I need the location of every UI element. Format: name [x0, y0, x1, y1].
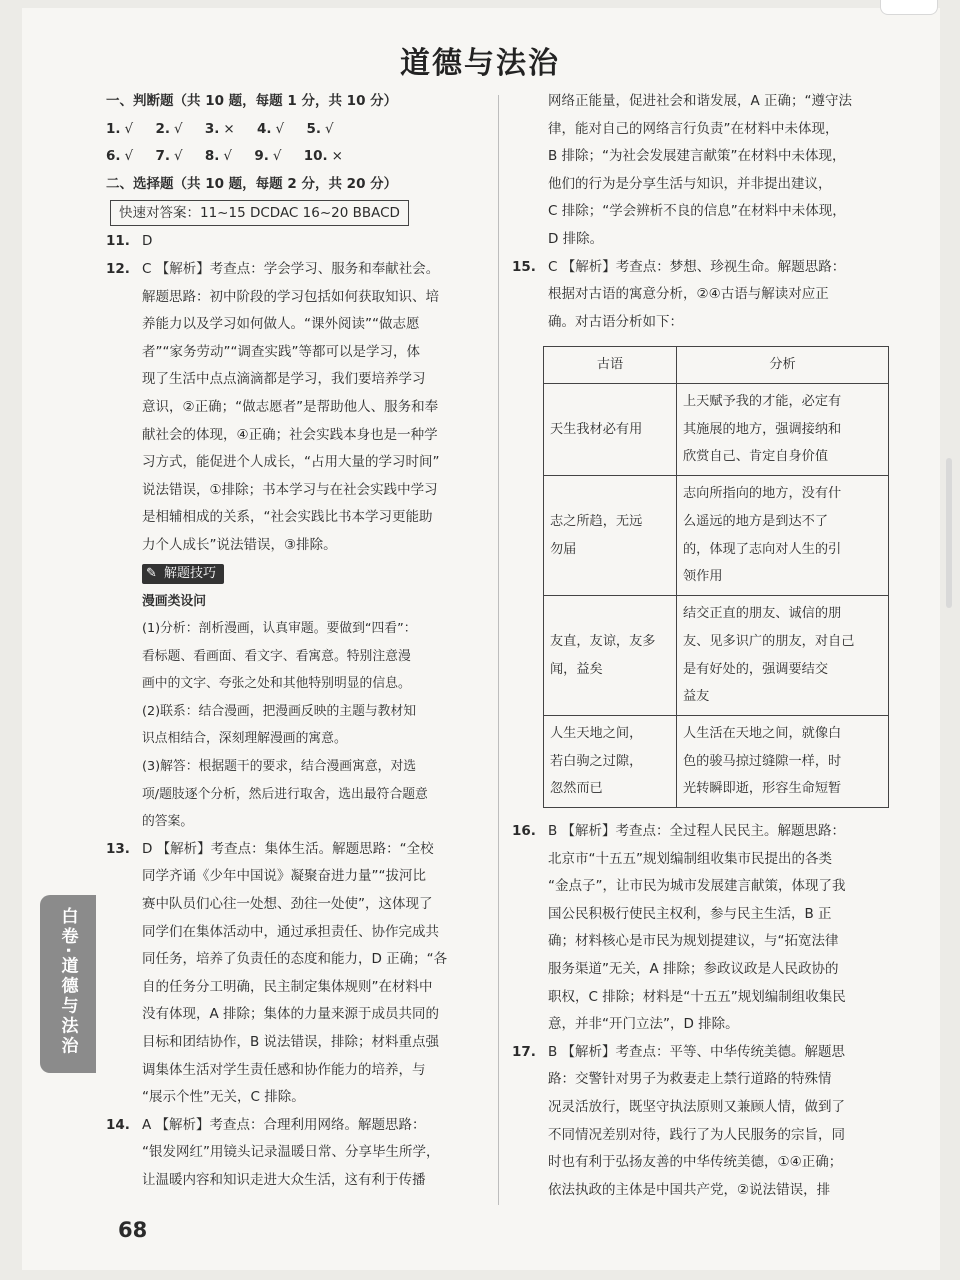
ancient-quote-analysis-table [543, 346, 889, 808]
right-column [512, 88, 892, 336]
tip-badge: ✎ 解题技巧 [142, 564, 224, 584]
analysis-cell: 结交正直的朋友、诚信的朋 友、见多识广的朋友，对自己 是有好处的，强调要结交 益友 [677, 596, 889, 716]
scrollbar[interactable] [946, 458, 952, 608]
quote-cell: 志之所趋，无远 勿届 [544, 476, 677, 596]
left-column [106, 88, 486, 1195]
table-header: 古语 [544, 347, 677, 384]
column-divider [498, 95, 499, 1205]
question-17: 17. B 【解析】考查点：平等、中华传统美德。解题思 路：交警针对男子为救妻走上禁行道路的特殊情 况灵活放行，既坚守执法原则又兼顾人情，做到了 不同情况差别对待，践行了为人民服务的宗旨，同 时也有利于弘扬友善的中华传统美德，①④正确； 依法执政的主体是中国共产党，②说法错误，排 [512, 1043, 846, 1198]
quick-answer-box: 快速对答案：11~15 DCDAC 16~20 BBACD [110, 200, 409, 226]
tip-subtitle: 漫画类设问 [142, 593, 206, 609]
judgment-answers-row2: 6. √ 7. √ 8. √ 9. √ 10. × [106, 148, 343, 165]
question-15: 15. C 【解析】考查点：梦想、珍视生命。解题思路： 根据对古语的寓意分析，②④古语与解读对应正 确。对古语分析如下： [512, 258, 846, 330]
page-title: 道德与法治 [400, 46, 560, 81]
analysis-cell: 人生活在天地之间，就像白 色的骏马掠过缝隙一样，时 光转瞬即逝，形容生命短暂 [677, 716, 889, 808]
judgment-answers-row1: 1. √ 2. √ 3. × 4. √ 5. √ [106, 120, 334, 137]
pencil-icon: ✎ [146, 565, 157, 581]
top-corner-tab[interactable] [880, 0, 938, 15]
section-header-judgment: 一、判断题（共 10 题，每题 1 分，共 10 分） [106, 93, 398, 109]
table-header: 分析 [677, 347, 889, 384]
table-row [544, 384, 889, 476]
right-column-lower [512, 818, 892, 1204]
analysis-cell: 志向所指向的地方，没有什 么遥远的地方是到达不了 的，体现了志向对人生的引 领作用 [677, 476, 889, 596]
table-row [544, 716, 889, 808]
question-14-continued: 网络正能量，促进社会和谐发展，A 正确；“遵守法 律，能对自己的网络言行负责”在材料中未体现， B 排除；“为社会发展建言献策”在材料中未体现， 他们的行为是分享生活与知识，并非提出建议， C 排除；“学会辨析不良的信息”在材料中未体现， D 排除。 [548, 93, 853, 247]
quote-cell: 友直，友谅，友多 闻，益矣 [544, 596, 677, 716]
quote-cell: 人生天地之间， 若白驹之过隙， 忽然而已 [544, 716, 677, 808]
question-11: 11. D [106, 233, 153, 250]
section-header-choice: 二、选择题（共 10 题，每题 2 分，共 20 分） [106, 175, 398, 192]
tip-box: ✎ 解题技巧 漫画类设问 (1)分析：剖析漫画，认真审题。要做到“四看”： 看标题、看画面、看文字、看寓意。特别注意漫 画中的文字、夸张之处和其他特别明显的信息。 (2)联系：结合漫画，把漫画反映的主题与教材知 识点相结合，深刻理解漫画的寓意。 (3)解答：根据题干的要求，结合漫画寓意，对选 项/题肢逐个分析，然后进行取舍，选出最符合题意 的答案。 [106, 560, 486, 836]
question-12: 12. C 【解析】考查点：学会学习、服务和奉献社会。 解题思路：初中阶段的学习包括如何获取知识、培 养能力以及学习如何做人。“课外阅读”“做志愿 者”“家务劳动”“调查实践”等都可以是学习，体 现了生活中点点滴滴都是学习，我们要培养学习 意识，②正确；“做志愿者”是帮助他人、服务和奉 献社会的体现，④正确；社会实践本身也是一种学 习方式，能促进个人成长，“占用大量的学习时间” 说法错误，①排除；书本学习与在社会实践中学习 是相辅相成的关系，“社会实践比书本学习更能助 力个人成长”说法错误，③排除。 [106, 260, 440, 553]
side-tab: 白卷·道德与法治 [40, 895, 96, 1073]
quote-cell: 天生我材必有用 [544, 384, 677, 476]
question-14: 14. A 【解析】考查点：合理利用网络。解题思路： “银发网红”用镜头记录温暖日常、分享毕生所学， 让温暖内容和知识走进大众生活，这有利于传播 [106, 1116, 440, 1188]
analysis-cell: 上天赋予我的才能，必定有 其施展的地方，强调接纳和 欣赏自己、肯定自身价值 [677, 384, 889, 476]
table-header-row [544, 347, 889, 384]
table-row [544, 596, 889, 716]
question-16: 16. B 【解析】考查点：全过程人民民主。解题思路： 北京市“十五五”规划编制组收集市民提出的各类 “金点子”，让市民为城市发展建言献策，体现了我 国公民积极行使民主权利，参与民主生活，B 正 确；材料核心是市民为规划提建议，与“拓宽法律 服务渠道”无关，A 排除；参政议政是人民政协的 职权，C 排除；材料是“十五五”规划编制组收集民 意，并非“开门立法”，D 排除。 [512, 823, 846, 1033]
page-number: 68 [118, 1218, 148, 1242]
question-13: 13. D 【解析】考查点：集体生活。解题思路：“全校 同学齐诵《少年中国说》凝聚奋进力量”“拔河比 赛中队员们心往一处想、劲往一处使”，这体现了 同学们在集体活动中，通过承担责任、协作完成共 同任务，培养了负责任的态度和能力，D 正确；“各 自的任务分工明确，民主制定集体规则”在材料中 没有体现，A 排除；集体的力量来源于成员共同的 目标和团结协作，B 说法错误，排除；材料重点强 调集体生活对学生责任感和协作能力的培养，与 “展示个性”无关，C 排除。 [106, 840, 448, 1106]
table-row [544, 476, 889, 596]
